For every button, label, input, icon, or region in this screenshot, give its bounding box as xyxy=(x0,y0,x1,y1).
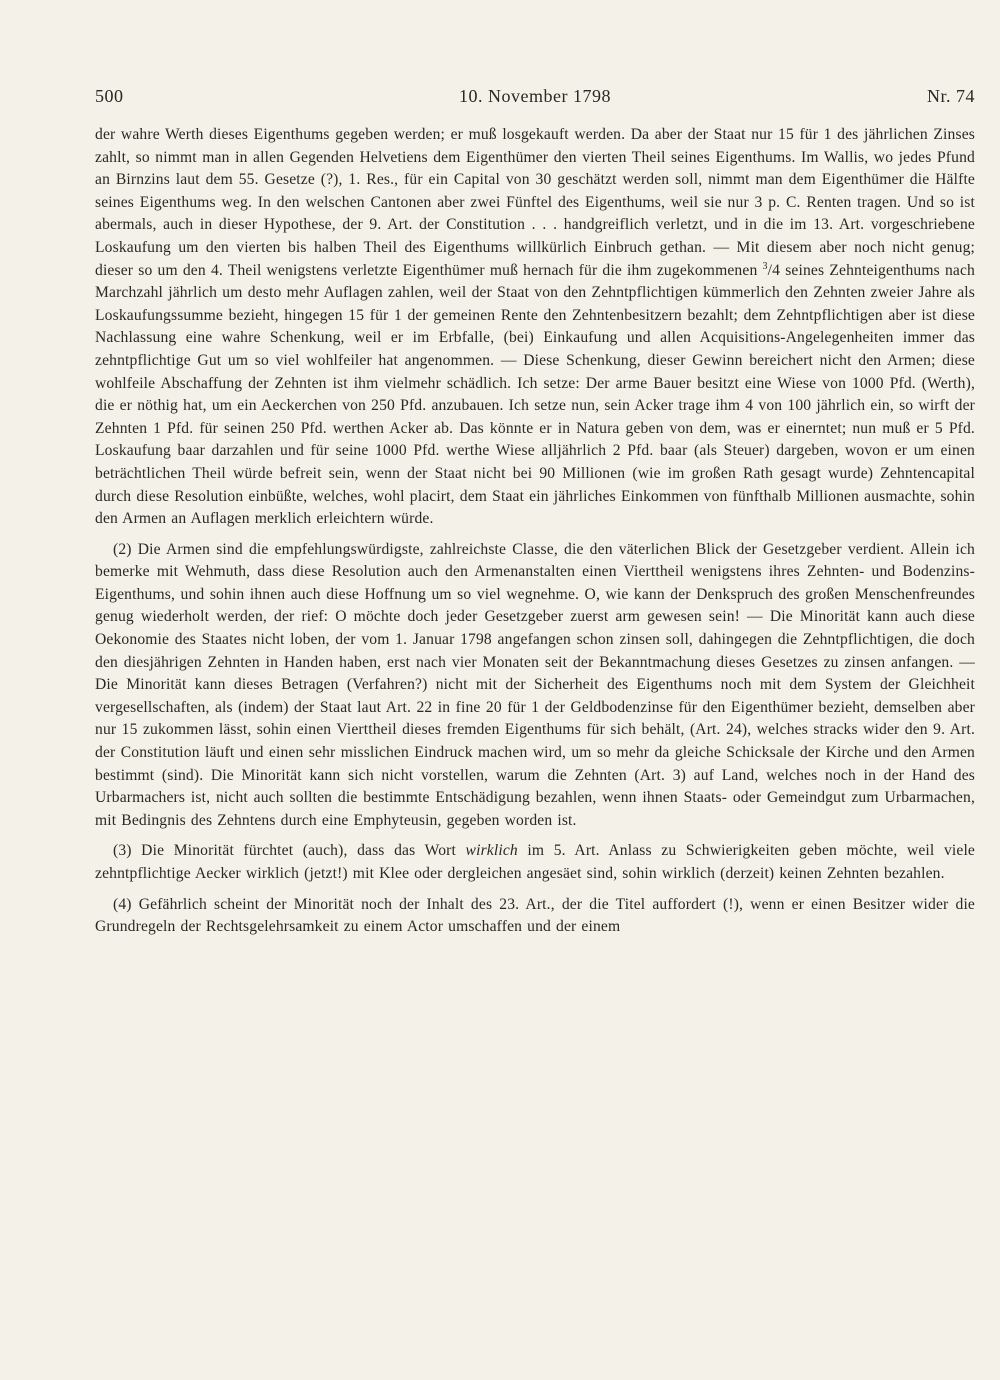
page-number: 500 xyxy=(95,86,124,106)
paragraph-3 xyxy=(95,840,975,885)
paragraph-text: der wahre Werth dieses Eigenthums gegeben werden; er muß losgekauft werden. Da aber der Staat nur 15 für 1 des jährlichen Zinses zahlt, so nimmt man in allen Gegenden Helvetiens dem Eigenthümer den vierten Theil seines Eigenthums. Im Wallis, wo jedes Pfund an Birnzins laut dem 55. Gesetze (?), 1. Res., für ein Capital von 30 geschätzt werden soll, nimmt man dem Eigenthümer die Hälfte seines Eigenthums weg. In den welschen Cantonen aber zwei Fünftel des Eigenthums, weil sie nur 3 p. C. Renten tragen. Und so ist abermals, auch in dieser Hypothese, der 9. Art. der Constitution . . . handgreiflich verletzt, und in die im 13. Art. vorgeschriebene Loskaufung um den vierten bis halben Theil des Eigenthums willkürlich Einbruch gethan. — Mit diesem aber noch nicht genug; dieser so um den 4. Theil wenigstens verletzte Eigenthümer muß hernach für die ihm zugekommenen xyxy=(95,126,975,279)
body-text xyxy=(95,124,975,939)
emphasized-word: wirklich xyxy=(465,842,518,860)
document-number: Nr. 74 xyxy=(927,86,975,106)
header-date: 10. November 1798 xyxy=(459,86,611,106)
paragraph-text: im 5. Art. Anlass zu Schwierigkeiten geben möchte, weil viele zehntpflichtige Aecker wirklich (jetzt!) mit Klee oder dergleichen angesäet sind, sohin wirklich (derzeit) keinen Zehnten bezahlen. xyxy=(95,842,975,882)
paragraph-2 xyxy=(95,539,975,833)
paragraph-text: (2) Die Armen sind die empfehlungswürdigste, zahlreichste Classe, die den väterlichen Blick der Gesetzgeber verdient. Allein ich bemerke mit Wehmuth, dass diese Resolution auch den Armenanstalten einen Vierttheil wenigstens ihres Zehnten- und Bodenzins-Eigenthums, und sohin ihnen auch diese Hoffnung um so viel wegnehme. O, wie kann der Denkspruch des großen Menschenfreundes genug wiederholt werden, der rief: O möchte doch jeder Gesetzgeber zuerst arm gewesen sein! — Die Minorität kann auch diese Oekonomie des Staates nicht loben, der vom 1. Januar 1798 angefangen schon zinsen soll, dahingegen die Zehntpflichtigen, die doch den diesjährigen Zehnten in Handen haben, erst nach vier Monaten seit der Bekanntmachung dieses Gesetzes zu zinsen anfangen. — Die Minorität kann dieses Betragen (Verfahren?) nicht mit der Sicherheit des Eigenthums noch mit dem System der Gleichheit vergesellschaften, als (indem) der Staat laut Art. 22 in fine 20 für 1 der Geldbodenzinse für den Eigenthümer bezieht, demselben aber nur 15 zukommen lässt, sohin einen Vierttheil dieses fremden Eigenthums für sich behält, (Art. 24), welches stracks wider den 9. Art. der Constitution läuft und einen sehr misslichen Eindruck machen wird, um so mehr da gleiche Schicksale der Kirche und den Armen bestimmt (sind). Die Minorität kann sich nicht vorstellen, warum die Zehnten (Art. 3) auf Land, welches noch in der Hand des Urbarmachers ist, nicht auch sollten die bestimmte Entschädigung bezahlen, wenn ihnen Staats- oder Gemeindgut zum Urbarmachen, mit Bedingnis des Zehntens durch eine Emphyteusin, gegeben worden ist. xyxy=(95,540,975,829)
paragraph-4 xyxy=(95,894,975,939)
document-page xyxy=(95,86,975,939)
paragraph-text: /4 seines Zehnteigenthums nach Marchzahl jährlich um desto mehr Auflagen zahlen, weil der Staat von den Zehntpflichtigen kümmerlich den Zehnten zweier Jahre als Loskaufungssumme bezieht, hingegen 15 für 1 der gemeinen Rente den Zehntenbesitzern bezahlt; dem Zehntpflichtigen aber ist diese Nachlassung eine wahre Schenkung, weil er im Erbfalle, (bei) Einkaufung und allen Acquisitions-Angelegenheiten immer das zehntpflichtige Gut um so viel wohlfeiler hat angenommen. — Diese Schenkung, dieser Gewinn bereichert nicht den Armen; diese wohlfeile Abschaffung der Zehnten ist ihm vielmehr schädlich. Ich setze: Der arme Bauer besitzt eine Wiese von 1000 Pfd. (Werth), die er nöthig hat, um ein Aeckerchen von 250 Pfd. anzubauen. Ich setze nun, sein Acker trage ihm 4 von 100 jährlich ein, so wirft der Zehnten 1 Pfd. für seinen 250 Pfd. werthen Acker ab. Das könnte er in Natura geben von dem, was er einerntet; nun muß er 5 Pfd. Loskaufung baar darzahlen und für seine 1000 Pfd. werthe Wiese alljährlich 2 Pfd. baar (als Steuer) dargeben, wovon er um einen beträchtlichen Theil würde befreit sein, wenn der Staat nicht bei 90 Millionen (wie im großen Rath gesagt wurde) Zehntencapital durch diese Resolution einbüßte, welches, wohl placirt, dem Staat ein jährliches Einkommen von fünfthalb Millionen ausmachte, sohin den Armen an Auflagen merklich erleichtern würde. xyxy=(95,261,975,528)
paragraph-text: (4) Gefährlich scheint der Minorität noch der Inhalt des 23. Art., der die Titel auffordert (!), wenn er einen Besitzer wider die Grundregeln der Rechtsgelehrsamkeit zu einem Actor umschaffen und der einem xyxy=(95,895,975,936)
running-header xyxy=(95,86,975,116)
paragraph-text: (3) Die Minorität fürchtet (auch), dass das Wort xyxy=(113,842,466,860)
paragraph-continuation xyxy=(95,124,975,531)
fraction-numerator: 3 xyxy=(762,260,768,272)
